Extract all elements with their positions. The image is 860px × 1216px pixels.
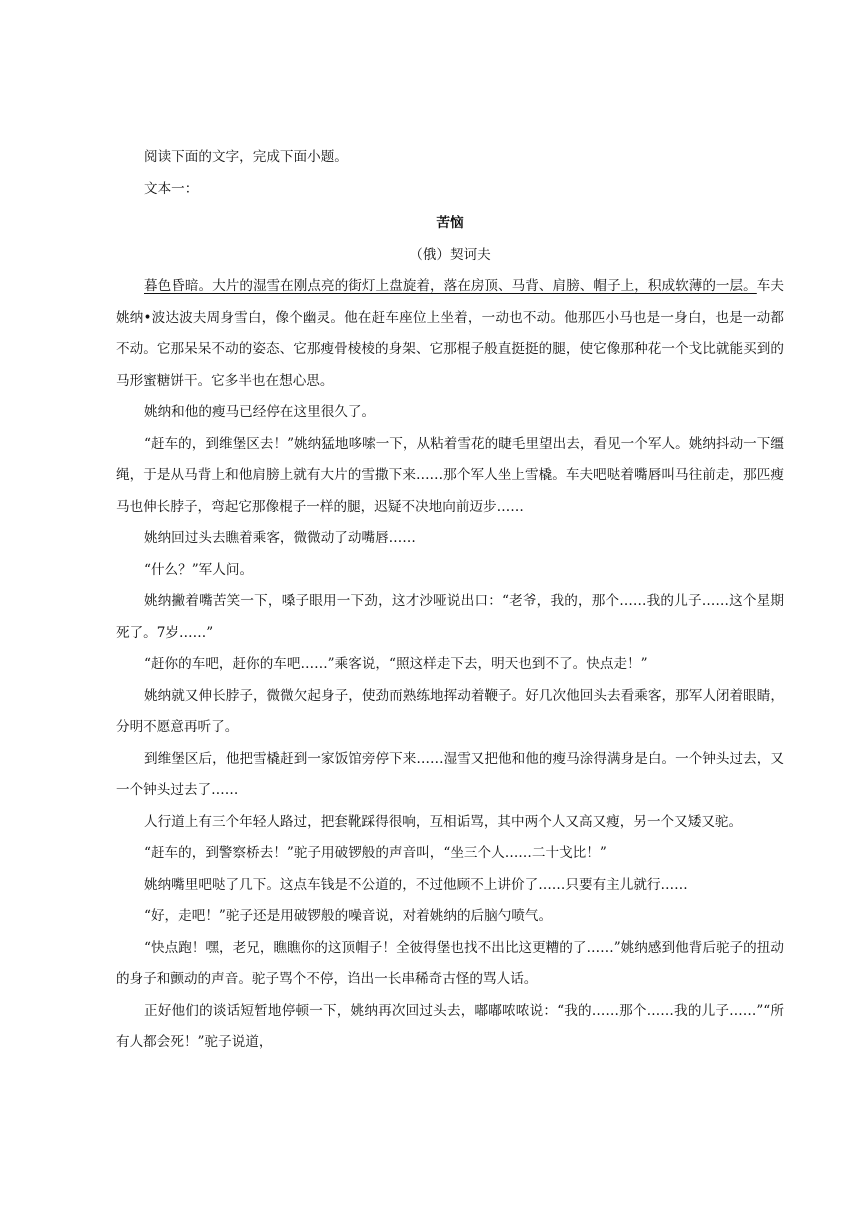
story-paragraph: [116, 933, 784, 996]
paragraph-text: 正好他们的谈话短暂地停顿一下，姚纳再次回过头去，嘟嘟哝哝说：“我的……那个……我的儿子……”“所有人都会死！”驼子说道，: [116, 1002, 784, 1050]
paragraph-text: “快点跑！嘿，老兄，瞧瞧你的这顶帽子！全彼得堡也找不出比这更糟的了……”姚纳感到他背后驼子的扭动的身子和颤动的声音。驼子骂个不停，诌出一长串稀奇古怪的骂人话。: [116, 939, 784, 987]
story-paragraph: [116, 429, 784, 524]
story-paragraph: [116, 807, 784, 839]
paragraph-text: 姚纳撇着嘴苦笑一下，嗓子眼用一下劲，这才沙哑说出口：“老爷，我的，那个……我的儿子……这个星期死了。7岁……”: [116, 593, 784, 641]
story-title: 苦恼: [436, 215, 464, 231]
paragraph-text: “好，走吧！”驼子还是用破锣般的噪音说，对着姚纳的后脑勺喷气。: [144, 908, 553, 924]
paragraph-text: “赶你的车吧，赶你的车吧……”乘客说，“照这样走下去，明天也到不了。快点走！”: [144, 656, 648, 672]
document-body: [116, 142, 784, 1059]
story-paragraph: [116, 586, 784, 649]
story-paragraph: [116, 649, 784, 681]
paragraph-text: “赶车的，到维堡区去！”姚纳猛地哆嗦一下，从粘着雪花的睫毛里望出去，看见一个军人。姚纳抖动一下缰绳，于是从马背上和他肩膀上就有大片的雪撒下来……那个军人坐上雪橇。车夫吧哒着嘴唇叫马往前走，那匹瘦马也伸长脖子，弯起它那像棍子一样的腿，迟疑不决地向前迈步……: [116, 435, 784, 515]
paragraph-text: 车夫姚纳•波达波夫周身雪白，像个幽灵。他在赶车座位上坐着，一动也不动。他那匹小马也是一身白，也是一动都不动。它那呆呆不动的姿态、它那瘦骨棱棱的身架、它那棍子般直挺挺的腿，使它像那种花一个戈比就能买到的马形蜜糖饼干。它多半也在想心思。: [116, 278, 785, 389]
story-paragraph: [116, 870, 784, 902]
story-paragraph: [116, 901, 784, 933]
story-paragraph: [116, 744, 784, 807]
underlined-sentence: 暮色昏暗。大片的湿雪在刚点亮的街灯上盘旋着，落在房顶、马背、肩膀、帽子上，积成软薄的一层。: [144, 278, 757, 294]
paragraph-text: 姚纳嘴里吧哒了几下。这点车钱是不公道的，不过他顾不上讲价了……只要有主儿就行……: [144, 876, 688, 893]
paragraph-text: “什么？”军人问。: [144, 561, 254, 578]
paragraph-text: 人行道上有三个年轻人路过，把套靴踩得很响，互相诟骂，其中两个人又高又瘦，另一个又矮又驼。: [144, 813, 743, 830]
story-paragraph: [116, 397, 784, 429]
story-paragraph: [116, 523, 784, 555]
instruction-text: 阅读下面的文字，完成下面小题。: [144, 149, 348, 165]
story-author: （俄）契诃夫: [409, 246, 491, 263]
story-paragraph: [116, 996, 784, 1059]
story-paragraph: [116, 555, 784, 587]
story-paragraph: [116, 271, 784, 397]
text-label: 文本一：: [144, 180, 199, 197]
paragraph-text: “赶车的，到警察桥去！”驼子用破锣般的声音叫，“坐三个人……二十戈比！”: [144, 845, 607, 861]
story-paragraph: [116, 838, 784, 870]
paragraph-text: 姚纳就又伸长脖子，微微欠起身子，使劲而熟练地挥动着鞭子。好几次他回头去看乘客，那军人闭着眼睛，分明不愿意再听了。: [116, 687, 784, 735]
story-paragraph: [116, 681, 784, 744]
story-paragraphs: [116, 271, 784, 1059]
paragraph-text: 到维堡区后，他把雪橇赶到一家饭馆旁停下来……湿雪又把他和他的瘦马涂得满身是白。一个钟头过去，又一个钟头过去了……: [116, 750, 784, 798]
paragraph-text: 姚纳回过头去瞧着乘客，微微动了动嘴唇……: [144, 530, 416, 546]
paragraph-text: 姚纳和他的瘦马已经停在这里很久了。: [144, 404, 376, 420]
